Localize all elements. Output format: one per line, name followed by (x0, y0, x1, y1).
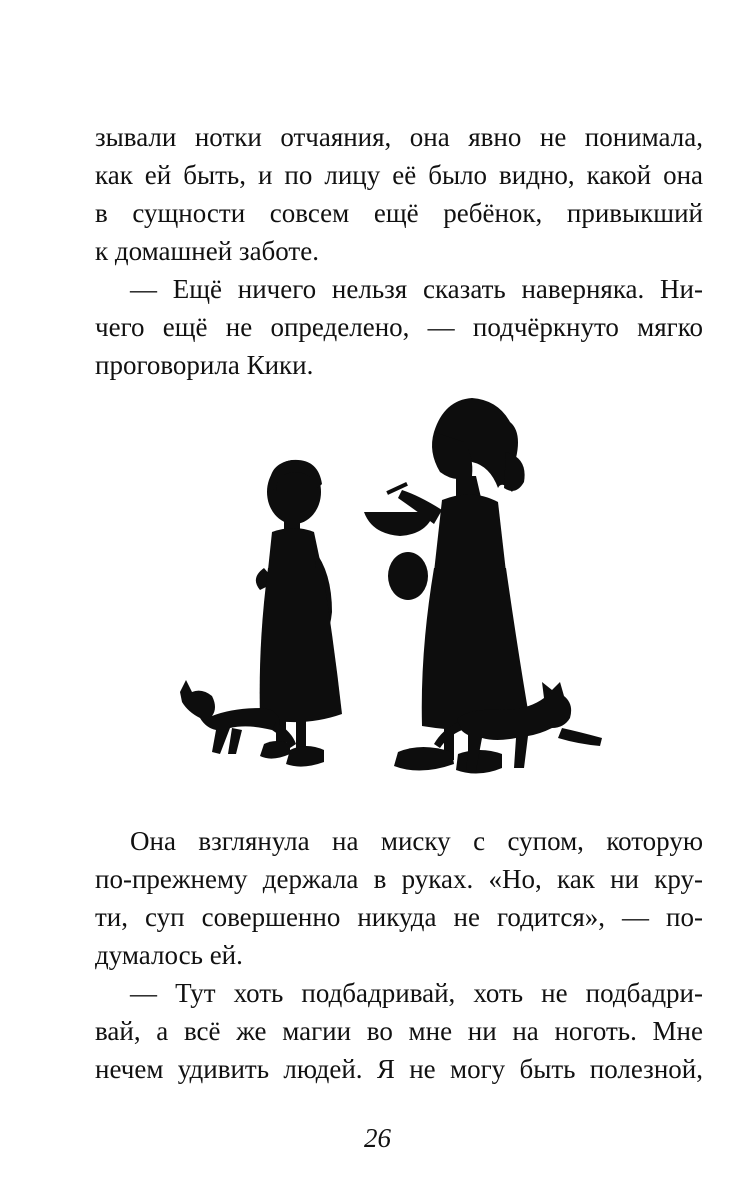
text-line: ти, суп совершенно никуда не годится», — по- (95, 902, 703, 932)
text-line: к домашней заботе. (95, 236, 319, 266)
text-line: вай, а всё же магии во мне ни на ноготь. Мне (95, 1016, 703, 1046)
text-line: нечем удивить людей. Я не могу быть полезной, (95, 1054, 703, 1084)
text-line: проговорила Кики. (95, 350, 314, 380)
text-line: чего ещё не определено, — подчёркнуто мягко (95, 312, 703, 342)
text-line: — Ещё ничего нельзя сказать наверняка. Ни- (130, 274, 703, 304)
text-line: — Тут хоть подбадривай, хоть не подбадри- (130, 978, 703, 1008)
silhouette-illustration (172, 392, 612, 792)
text-line: в сущности совсем ещё ребёнок, привыкший (95, 198, 703, 228)
text-line: по-прежнему держала в руках. «Но, как ни кру- (95, 864, 703, 894)
text-line: зывали нотки отчаяния, она явно не понимала, (95, 122, 703, 152)
page-number: 26 (364, 1123, 391, 1153)
text-line: думалось ей. (95, 940, 243, 970)
text-line: Она взглянула на миску с супом, которую (130, 826, 703, 856)
text-line: как ей быть, и по лицу её было видно, какой она (95, 160, 703, 190)
